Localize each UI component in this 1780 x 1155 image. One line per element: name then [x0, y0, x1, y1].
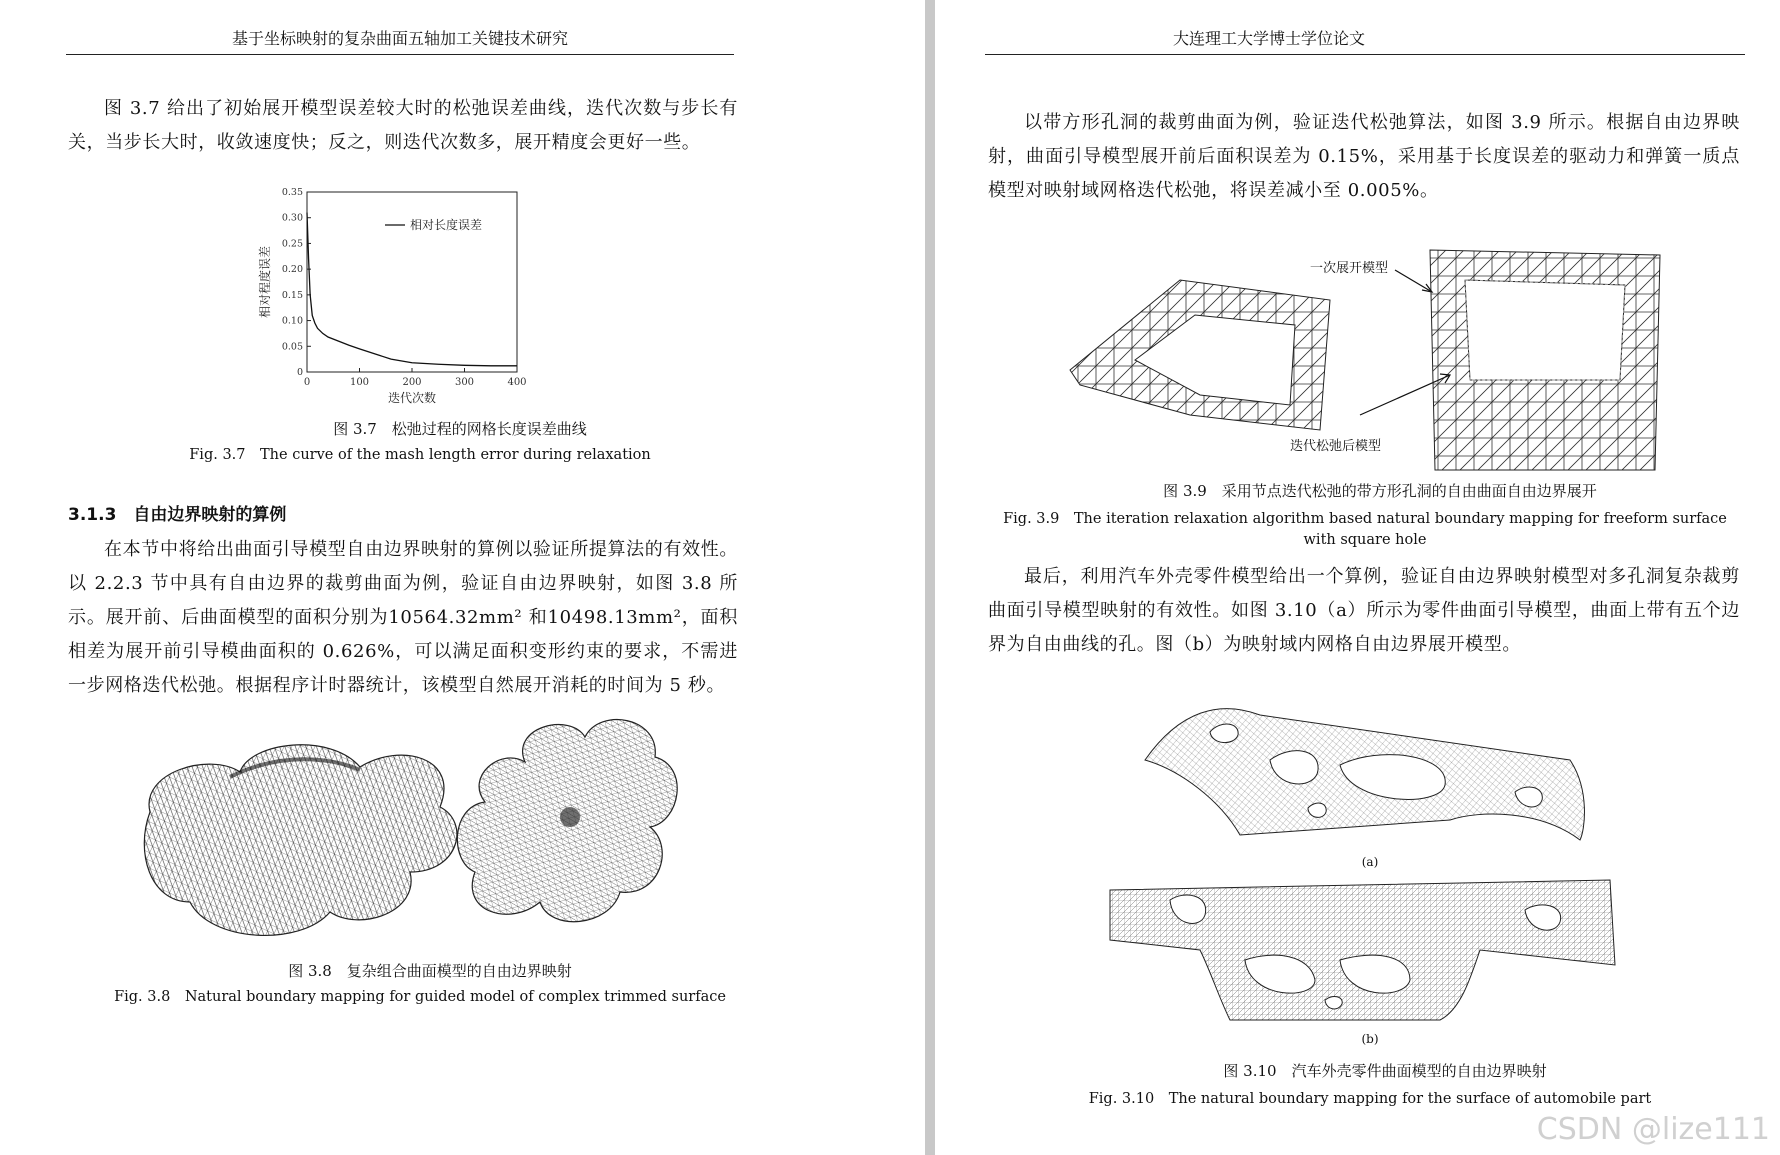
- x-tick-label: 0: [303, 377, 311, 388]
- figure-caption-cn: 图 3.10 汽车外壳零件曲面模型的自由边界映射: [1223, 1062, 1547, 1080]
- y-tick-label: 0.30: [281, 212, 303, 224]
- subfigure-label: (a): [1361, 855, 1379, 869]
- x-tick-label: 300: [454, 377, 475, 388]
- figure-caption-cn: 图 3.9 采用节点迭代松弛的带方形孔洞的自由曲面自由边界展开: [1163, 482, 1597, 500]
- y-axis-label: 相对程度误差: [258, 245, 272, 319]
- figure-label: 迭代松弛后模型: [1290, 439, 1382, 454]
- paragraph: 在本节中将给出曲面引导模型自由边界映射的算例以验证所提算法的有效性。以 2.2.3 节中具有自由边界的裁剪曲面为例，验证自由边界映射，如图 3.8 所示。展开前、后曲面模型的面积分别为10564.32mm² 和10498.13mm²，面积相差为展开前引导模曲面积的 0.626%，可以满足面积变形约束的要求，不需进一步网格迭代松弛。根据程序计时器统计，该模型自然展开消耗的时间为 5 秒。: [68, 539, 738, 696]
- y-tick-label: 0.35: [281, 187, 303, 198]
- running-head: 大连理工大学博士学位论文: [1172, 29, 1365, 48]
- x-tick-label: 400: [507, 377, 527, 388]
- running-head: 基于坐标映射的复杂曲面五轴加工关键技术研究: [231, 29, 568, 48]
- y-tick-label: 0.10: [281, 315, 303, 327]
- legend-label: 相对长度误差: [410, 218, 483, 232]
- figure-caption-en: Fig. 3.8 Natural boundary mapping for guided model of complex trimmed surface: [114, 989, 726, 1005]
- section-heading: 3.1.3 自由边界映射的算例: [68, 505, 287, 525]
- header-rule: [985, 54, 1745, 55]
- x-tick-label: 100: [349, 377, 370, 388]
- initial-flattened-model: [1070, 280, 1330, 430]
- relaxed-model: [1430, 250, 1660, 470]
- automobile-part-flattened-figure: [1100, 870, 1620, 1030]
- figure-caption-en: with square hole: [1303, 532, 1427, 548]
- x-axis-label: 迭代次数: [387, 391, 437, 405]
- y-tick-label: 0: [296, 367, 303, 378]
- watermark: CSDN @lize111: [1536, 1112, 1770, 1147]
- y-tick-label: 0.25: [281, 238, 303, 250]
- y-tick-label: 0.15: [281, 289, 303, 301]
- figure-label: 一次展开模型: [1310, 261, 1389, 276]
- x-tick-label: 200: [402, 377, 422, 388]
- figure-caption-en: Fig. 3.9 The iteration relaxation algorithm based natural boundary mapping for freeform surface: [1003, 511, 1727, 527]
- figure-caption-en: Fig. 3.10 The natural boundary mapping for the surface of automobile part: [1088, 1091, 1652, 1107]
- figure-caption-cn: 图 3.7 松弛过程的网格长度误差曲线: [333, 420, 587, 438]
- paragraph: 图 3.7 给出了初始展开模型误差较大时的松弛误差曲线，迭代次数与步长有关，当步长大时，收敛速度快；反之，则迭代次数多，展开精度会更好一些。: [68, 98, 738, 153]
- figure-caption-cn: 图 3.8 复杂组合曲面模型的自由边界映射: [288, 962, 572, 980]
- subfigure-label: (b): [1361, 1032, 1379, 1046]
- paragraph: 最后，利用汽车外壳零件模型给出一个算例，验证自由边界映射模型对多孔洞复杂裁剪曲面引导模型映射的有效性。如图 3.10（a）所示为零件曲面引导模型，曲面上带有五个边界为自由曲线的孔。图（b）为映射域内网格自由边界展开模型。: [988, 566, 1740, 655]
- square-hole-mesh-figure: [1060, 240, 1720, 480]
- paragraph: 以带方形孔洞的裁剪曲面为例，验证迭代松弛算法，如图 3.9 所示。根据自由边界映射，曲面引导模型展开前后面积误差为 0.15%，采用基于长度误差的驱动力和弹簧一质点模型对映射域网格迭代松弛，将误差减小至 0.005%。: [988, 112, 1740, 201]
- figure-caption-en: Fig. 3.7 The curve of the mash length error during relaxation: [189, 447, 651, 463]
- y-tick-label: 0.20: [281, 264, 303, 276]
- y-tick-label: 0.05: [281, 341, 303, 353]
- automobile-part-3d-figure: [1140, 690, 1600, 850]
